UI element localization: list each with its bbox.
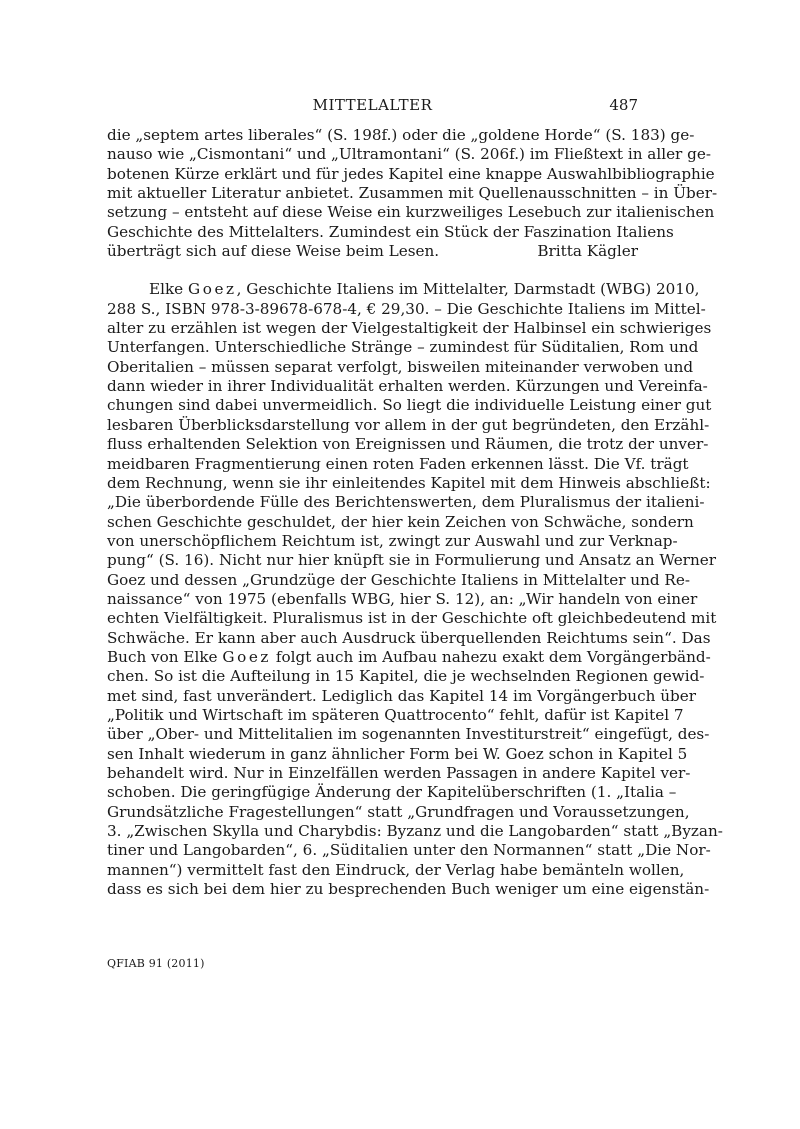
paragraph-gap xyxy=(107,261,638,280)
page-number: 487 xyxy=(609,96,638,114)
text-line: dem Rechnung, wenn sie ihr einleitendes Kapitel mit dem Hinweis abschließt: xyxy=(107,473,711,492)
text-line: fluss erhaltenden Selektion von Ereignissen und Räumen, die trotz der unver- xyxy=(107,435,709,454)
text-line: 288 S., ISBN 978-3-89678-678-4, € 29,30. – Die Geschichte Italiens im Mittel- xyxy=(107,299,706,318)
text-line: naissance“ von 1975 (ebenfalls WBG, hier S. 12), an: „Wir handeln von einer xyxy=(107,589,698,608)
review-continuation xyxy=(107,126,718,261)
text-line: mannen“) vermittelt fast den Eindruck, der Verlag habe bemänteln wollen, xyxy=(107,860,685,879)
text-line: echten Vielfältigkeit. Pluralismus ist in der Geschichte oft gleichbedeutend mit xyxy=(107,609,717,628)
text-line: chungen sind dabei unvermeidlich. So liegt die individuelle Leistung einer gut xyxy=(107,396,712,415)
text-line: met sind, fast unverändert. Lediglich das Kapitel 14 im Vorgängerbuch über xyxy=(107,686,696,705)
text-line: dann wieder in ihrer Individualität erhalten werden. Kürzungen und Vereinfa- xyxy=(107,377,708,396)
text-line: botenen Kürze erklärt und für jedes Kapitel eine knappe Auswahlbibliographie xyxy=(107,164,715,183)
text-line: mit aktueller Literatur anbietet. Zusammen mit Quellenausschnitten – in Über- xyxy=(107,184,718,203)
text-line: tiner und Langobarden“, 6. „Süditalien unter den Normannen“ statt „Die Nor- xyxy=(107,841,711,860)
citation-rest: , Geschichte Italiens im Mittelalter, Darmstadt (WBG) 2010, xyxy=(236,280,700,299)
text-line: behandelt wird. Nur in Einzelfällen werden Passagen in andere Kapitel ver- xyxy=(107,764,691,782)
text-line: nauso wie „Cismontani“ und „Ultramontani“ (S. 206f.) im Fließtext in aller ge- xyxy=(107,145,711,164)
reviewer-signature: Britta Kägler xyxy=(537,242,638,261)
signature-line xyxy=(107,242,638,261)
buch-rest: folgt auch im Aufbau nahezu exakt dem Vorgängerbänd- xyxy=(271,647,711,666)
text-line: 3. „Zwischen Skylla und Charybdis: Byzanz und die Langobarden“ statt „Byzan- xyxy=(107,822,723,841)
text-line: die „septem artes liberales“ (S. 198f.) oder die „goldene Horde“ (S. 183) ge- xyxy=(107,126,695,144)
text-line: dass es sich bei dem hier zu besprechenden Buch weniger um eine eigenstän- xyxy=(107,880,710,899)
text-line: sen Inhalt wiederum in ganz ähnlicher Form bei W. Goez schon in Kapitel 5 xyxy=(107,744,688,763)
running-head xyxy=(107,96,638,126)
text-line: Schwäche. Er kann aber auch Ausdruck überquellenden Reichtums sein“. Das xyxy=(107,628,711,647)
text-line: Unterfangen. Unterschiedliche Stränge – zumindest für Süditalien, Rom und xyxy=(107,338,699,357)
text-line: über „Ober- und Mittelitalien im sogenannten Investiturstreit“ eingefügt, des- xyxy=(107,725,710,744)
text-line xyxy=(107,647,711,667)
page xyxy=(107,96,723,899)
text-line: „Politik und Wirtschaft im späteren Quattrocento“ fehlt, dafür ist Kapitel 7 xyxy=(107,705,684,724)
buch-prefix: Buch von Elke xyxy=(107,647,223,666)
text-line: Grundsätzliche Fragestellungen“ statt „Grundfragen und Voraussetzungen, xyxy=(107,802,690,821)
text-line: Geschichte des Mittelalters. Zumindest ein Stück der Faszination Italiens xyxy=(107,222,674,241)
text-line: von unerschöpflichem Reichtum ist, zwingt zur Auswahl und zur Verknap- xyxy=(107,531,678,550)
citation-prefix: Elke xyxy=(149,280,188,299)
text-line: lesbaren Überblicksdarstellung vor allem in der gut begründeten, den Erzähl- xyxy=(107,415,710,434)
text-line: überträgt sich auf diese Weise beim Lesen. xyxy=(107,242,440,261)
text-line: Goez und dessen „Grundzüge der Geschichte Italiens in Mittelalter und Re- xyxy=(107,570,690,589)
text-line: setzung – entsteht auf diese Weise ein kurzweiliges Lesebuch zur italienischen xyxy=(107,203,715,222)
text-line: pung“ (S. 16). Nicht nur hier knüpft sie in Formulierung und Ansatz an Werner xyxy=(107,551,716,570)
text-line: schen Geschichte geschuldet, der hier kein Zeichen von Schwäche, sondern xyxy=(107,512,694,531)
text-line: alter zu erzählen ist wegen der Vielgestaltigkeit der Halbinsel ein schwieriges xyxy=(107,319,712,338)
text-line: meidbaren Fragmentierung einen roten Faden erkennen lässt. Die Vf. trägt xyxy=(107,454,689,473)
journal-footer: QFIAB 91 (2011) xyxy=(107,957,205,970)
text-line: chen. So ist die Aufteilung in 15 Kapitel, die je wechselnden Regionen gewid- xyxy=(107,667,705,686)
author-name: Goez xyxy=(187,280,237,299)
text-line: schoben. Die geringfügige Änderung der Kapitelüberschriften (1. „Italia – xyxy=(107,783,677,802)
running-title: MITTELALTER xyxy=(312,96,433,114)
review-entry xyxy=(107,280,723,899)
author-name: Goez xyxy=(222,647,272,666)
citation-line xyxy=(107,280,700,299)
text-line: Oberitalien – müssen separat verfolgt, bisweilen miteinander verwoben und xyxy=(107,357,694,376)
text-line: „Die überbordende Fülle des Berichtenswerten, dem Pluralismus der italieni- xyxy=(107,493,705,512)
